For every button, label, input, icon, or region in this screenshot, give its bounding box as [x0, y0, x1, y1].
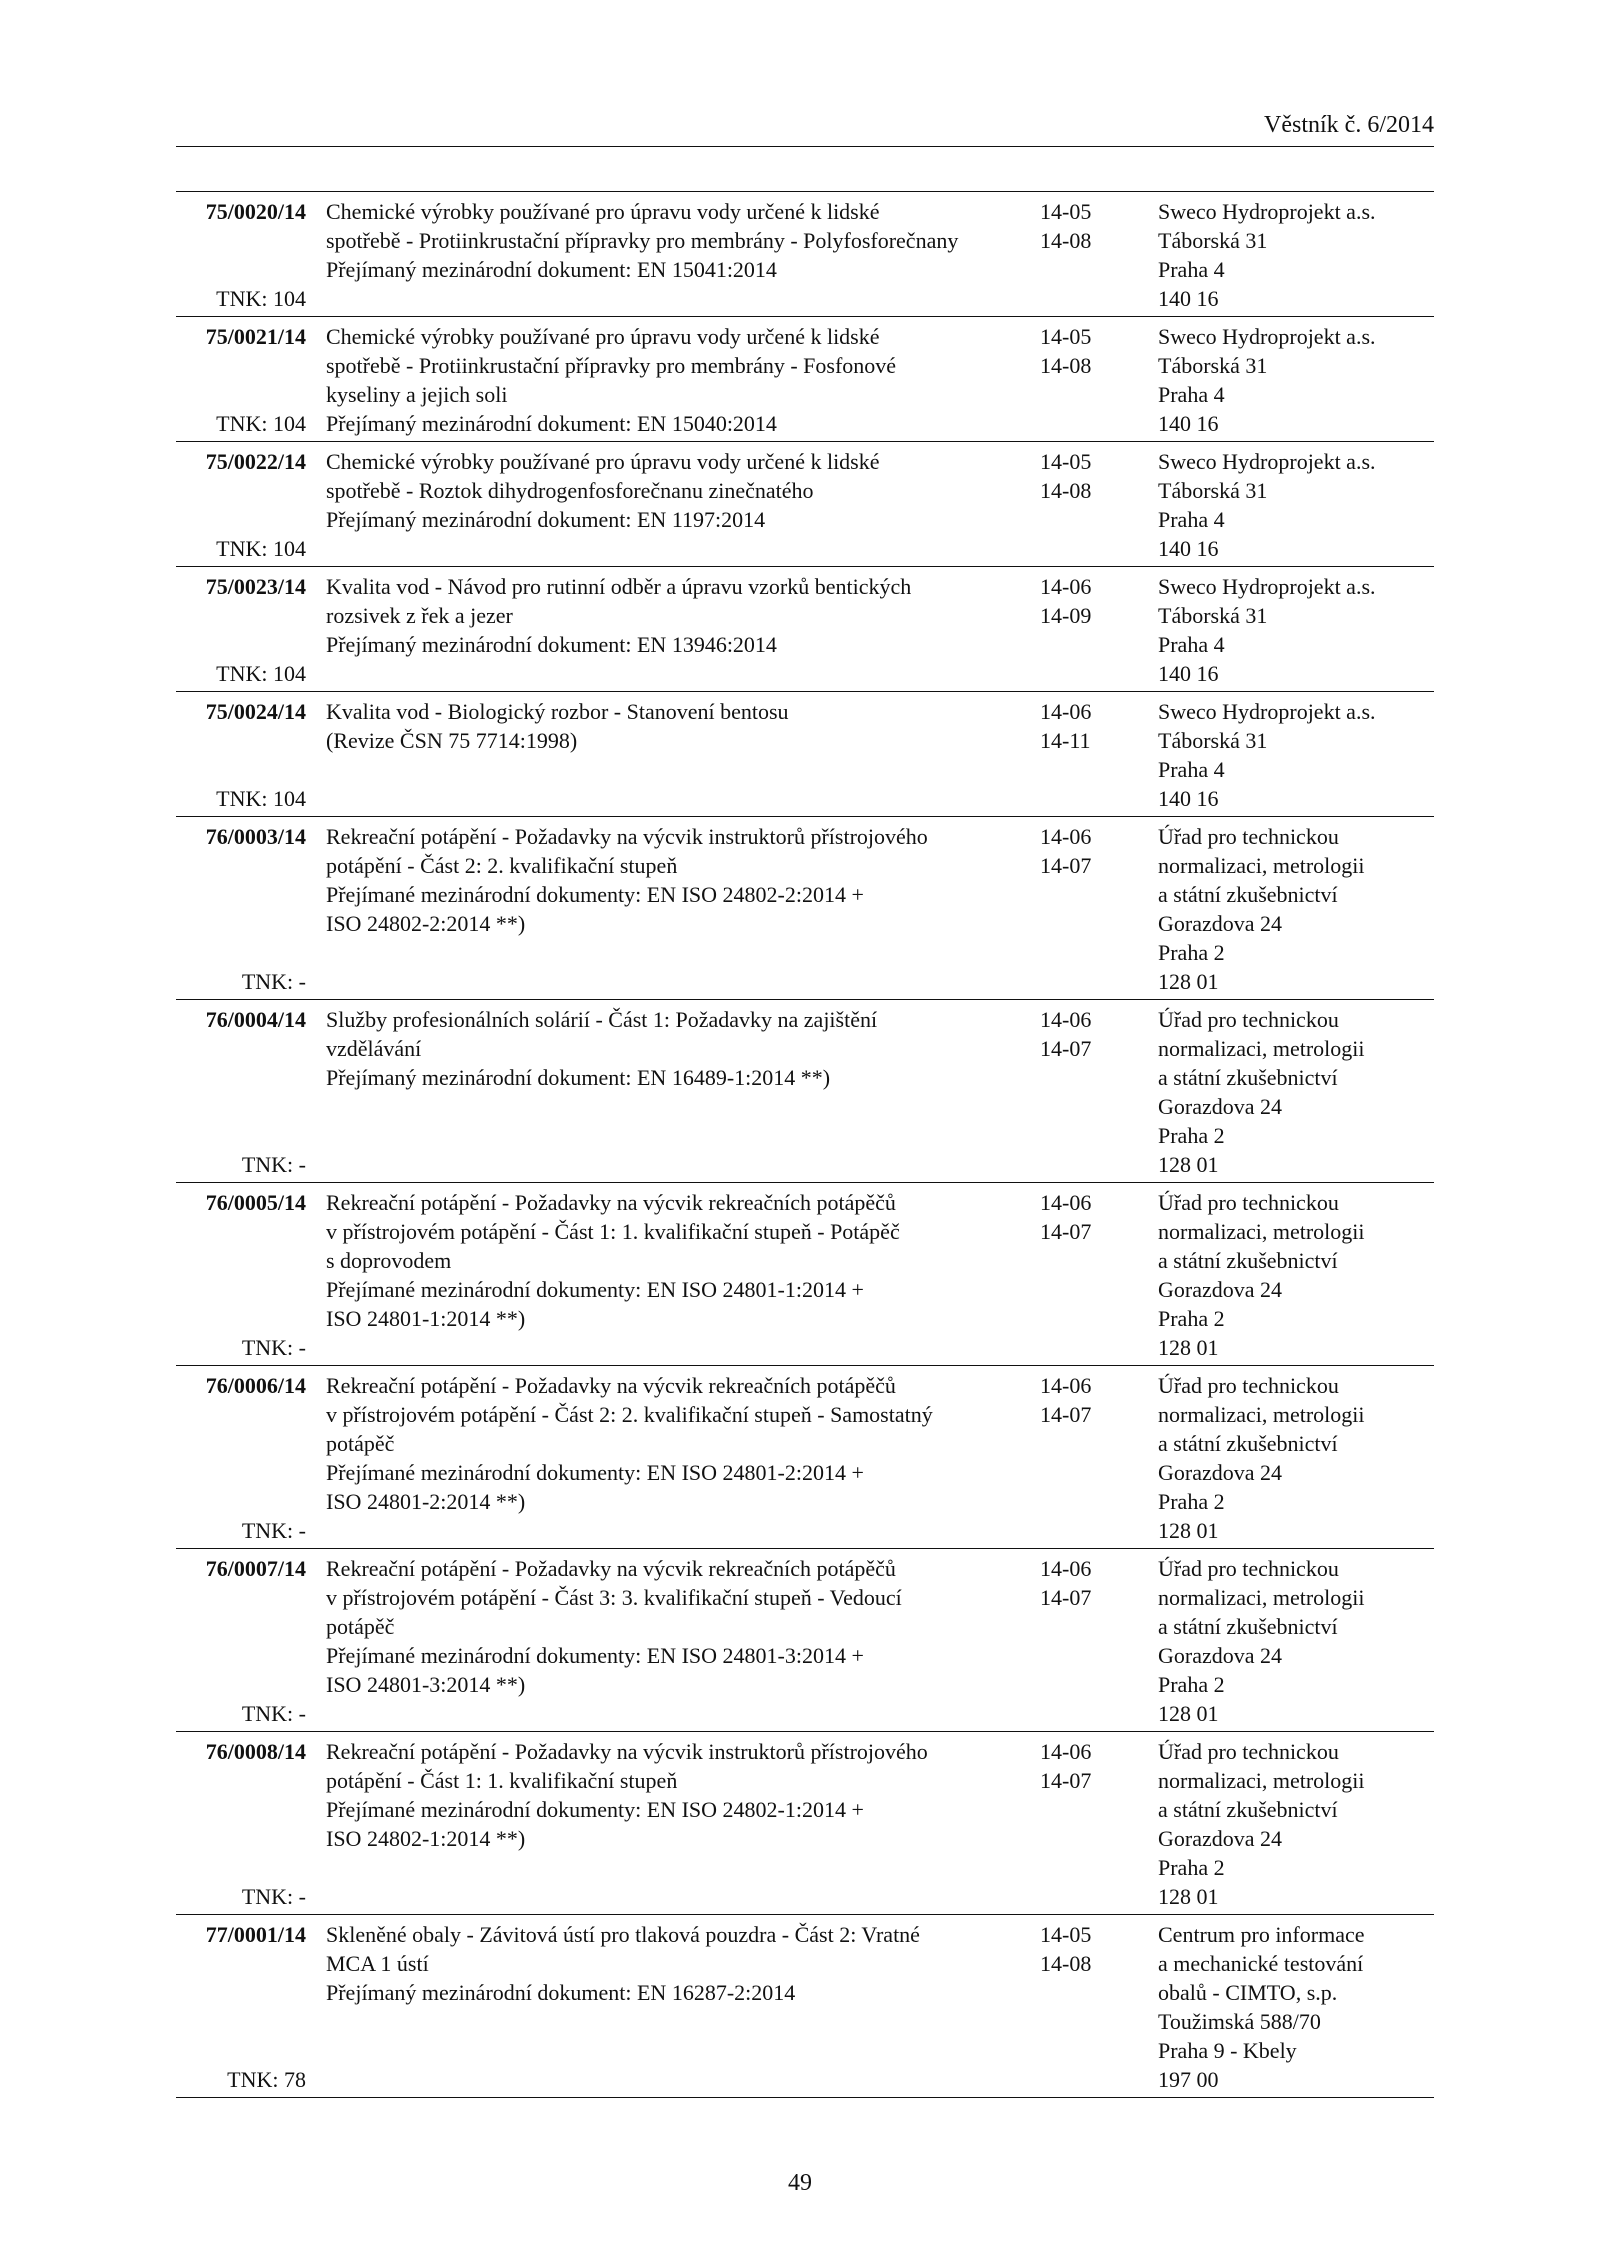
- standard-title-cell: [310, 197, 1032, 313]
- standard-number: 76/0008/14: [205, 1739, 306, 1764]
- title-line: spotřebě - Protiinkrustační přípravky pro membrány - Polyfosforečnany: [326, 228, 959, 253]
- standard-title-cell: [310, 822, 1032, 996]
- processor-address-cell: [1158, 1554, 1434, 1728]
- date-code: 14-06: [1040, 1739, 1092, 1764]
- processor-address-cell: [1158, 1737, 1434, 1911]
- processor-address-cell: [1158, 447, 1434, 563]
- tnk-label: TNK: 104: [216, 286, 306, 311]
- address-line: Gorazdova 24: [1158, 1277, 1283, 1302]
- standard-number: 76/0003/14: [205, 824, 306, 849]
- address-line: Úřad pro technickou: [1158, 1190, 1339, 1215]
- title-line: Přejímaný mezinárodní dokument: EN 13946:2014: [326, 632, 777, 657]
- standard-title-cell: [310, 697, 1032, 813]
- title-line: v přístrojovém potápění - Část 3: 3. kvalifikační stupeň - Vedoucí: [326, 1585, 902, 1610]
- title-line: kyseliny a jejich soli: [326, 382, 508, 407]
- address-line: Úřad pro technickou: [1158, 1373, 1339, 1398]
- standard-number: 76/0006/14: [205, 1373, 306, 1398]
- standard-number: 76/0005/14: [205, 1190, 306, 1215]
- tnk-label: TNK: -: [241, 969, 306, 994]
- address-line: Sweco Hydroprojekt a.s.: [1158, 324, 1376, 349]
- address-line: Táborská 31: [1158, 228, 1268, 253]
- table-row: [176, 1000, 1434, 1183]
- address-line: Táborská 31: [1158, 728, 1268, 753]
- title-line: Přejímaný mezinárodní dokument: EN 15041:2014: [326, 257, 777, 282]
- address-line: Táborská 31: [1158, 353, 1268, 378]
- address-line: 128 01: [1158, 1701, 1219, 1726]
- date-code: 14-06: [1040, 1007, 1092, 1032]
- standard-title-cell: [310, 1554, 1032, 1728]
- address-line: Praha 4: [1158, 757, 1225, 782]
- address-line: Táborská 31: [1158, 603, 1268, 628]
- dates-cell: [1032, 1737, 1158, 1911]
- title-line: potápěč: [326, 1431, 395, 1456]
- standard-id-cell: [176, 1554, 310, 1728]
- address-line: 140 16: [1158, 536, 1219, 561]
- address-line: a mechanické testování: [1158, 1951, 1364, 1976]
- processor-address-cell: [1158, 822, 1434, 996]
- dates-cell: [1032, 572, 1158, 688]
- title-line: potápěč: [326, 1614, 395, 1639]
- address-line: Praha 2: [1158, 1855, 1225, 1880]
- address-line: 197 00: [1158, 2067, 1219, 2092]
- address-line: Praha 2: [1158, 1672, 1225, 1697]
- tnk-label: TNK: -: [241, 1152, 306, 1177]
- address-line: normalizaci, metrologii: [1158, 1585, 1365, 1610]
- dates-cell: [1032, 1554, 1158, 1728]
- address-line: Toužimská 588/70: [1158, 2009, 1321, 2034]
- table-row: [176, 1183, 1434, 1366]
- address-line: a státní zkušebnictví: [1158, 1248, 1338, 1273]
- address-line: Praha 4: [1158, 507, 1225, 532]
- title-line: Přejímané mezinárodní dokumenty: EN ISO 24801-2:2014 +: [326, 1460, 864, 1485]
- title-line: (Revize ČSN 75 7714:1998): [326, 728, 578, 753]
- date-code: 14-05: [1040, 199, 1092, 224]
- title-line: Přejímaný mezinárodní dokument: EN 1197:2014: [326, 507, 766, 532]
- address-line: Sweco Hydroprojekt a.s.: [1158, 574, 1376, 599]
- address-line: Sweco Hydroprojekt a.s.: [1158, 199, 1376, 224]
- address-line: 140 16: [1158, 661, 1219, 686]
- address-line: Praha 2: [1158, 940, 1225, 965]
- title-line: Kvalita vod - Biologický rozbor - Stanovení bentosu: [326, 699, 789, 724]
- date-code: 14-06: [1040, 1190, 1092, 1215]
- address-line: Gorazdova 24: [1158, 1094, 1283, 1119]
- address-line: Praha 4: [1158, 382, 1225, 407]
- title-line: rozsivek z řek a jezer: [326, 603, 513, 628]
- title-line: Rekreační potápění - Požadavky na výcvik rekreačních potápěčů: [326, 1373, 896, 1398]
- standard-title-cell: [310, 1920, 1032, 2094]
- date-code: 14-06: [1040, 699, 1092, 724]
- tnk-label: TNK: 104: [216, 411, 306, 436]
- address-line: 128 01: [1158, 1152, 1219, 1177]
- dates-cell: [1032, 197, 1158, 313]
- title-line: Přejímaný mezinárodní dokument: EN 16489-1:2014 **): [326, 1065, 831, 1090]
- title-line: ISO 24801-3:2014 **): [326, 1672, 526, 1697]
- title-line: potápění - Část 2: 2. kvalifikační stupeň: [326, 853, 678, 878]
- dates-cell: [1032, 1005, 1158, 1179]
- title-line: Přejímané mezinárodní dokumenty: EN ISO 24801-3:2014 +: [326, 1643, 864, 1668]
- address-line: normalizaci, metrologii: [1158, 1402, 1365, 1427]
- standard-number: 75/0021/14: [205, 324, 306, 349]
- address-line: Praha 4: [1158, 257, 1225, 282]
- address-line: 140 16: [1158, 286, 1219, 311]
- title-line: ISO 24802-1:2014 **): [326, 1826, 526, 1851]
- address-line: 140 16: [1158, 411, 1219, 436]
- address-line: a státní zkušebnictví: [1158, 1797, 1338, 1822]
- table-row: [176, 192, 1434, 317]
- date-code: 14-06: [1040, 1556, 1092, 1581]
- dates-cell: [1032, 447, 1158, 563]
- dates-cell: [1032, 822, 1158, 996]
- title-line: v přístrojovém potápění - Část 2: 2. kvalifikační stupeň - Samostatný: [326, 1402, 933, 1427]
- title-line: Přejímaný mezinárodní dokument: EN 15040:2014: [326, 411, 777, 436]
- dates-cell: [1032, 697, 1158, 813]
- address-line: Gorazdova 24: [1158, 1643, 1283, 1668]
- processor-address-cell: [1158, 572, 1434, 688]
- standard-title-cell: [310, 1188, 1032, 1362]
- date-code: 14-07: [1040, 853, 1092, 878]
- tnk-label: TNK: -: [241, 1884, 306, 1909]
- date-code: 14-07: [1040, 1219, 1092, 1244]
- date-code: 14-08: [1040, 1951, 1092, 1976]
- title-line: Rekreační potápění - Požadavky na výcvik rekreačních potápěčů: [326, 1190, 896, 1215]
- address-line: a státní zkušebnictví: [1158, 882, 1338, 907]
- title-line: Chemické výrobky používané pro úpravu vody určené k lidské: [326, 449, 880, 474]
- standard-id-cell: [176, 1920, 310, 2094]
- processor-address-cell: [1158, 1005, 1434, 1179]
- page-header: [176, 112, 1434, 147]
- address-line: 140 16: [1158, 786, 1219, 811]
- date-code: 14-05: [1040, 449, 1092, 474]
- address-line: Táborská 31: [1158, 478, 1268, 503]
- address-line: Praha 2: [1158, 1489, 1225, 1514]
- table-row: [176, 692, 1434, 817]
- title-line: vzdělávání: [326, 1036, 422, 1061]
- address-line: Gorazdova 24: [1158, 911, 1283, 936]
- title-line: Skleněné obaly - Závitová ústí pro tlaková pouzdra - Část 2: Vratné: [326, 1922, 920, 1947]
- standard-id-cell: [176, 1371, 310, 1545]
- dates-cell: [1032, 1920, 1158, 2094]
- address-line: Sweco Hydroprojekt a.s.: [1158, 699, 1376, 724]
- address-line: Úřad pro technickou: [1158, 1739, 1339, 1764]
- page-number: 49: [788, 2170, 812, 2196]
- address-line: 128 01: [1158, 1884, 1219, 1909]
- table-row: [176, 567, 1434, 692]
- date-code: 14-07: [1040, 1402, 1092, 1427]
- title-line: ISO 24802-2:2014 **): [326, 911, 526, 936]
- tnk-label: TNK: 104: [216, 661, 306, 686]
- title-line: Kvalita vod - Návod pro rutinní odběr a úpravu vzorků bentických: [326, 574, 912, 599]
- standard-id-cell: [176, 322, 310, 438]
- address-line: normalizaci, metrologii: [1158, 853, 1365, 878]
- date-code: 14-06: [1040, 574, 1092, 599]
- standard-title-cell: [310, 1371, 1032, 1545]
- title-line: Chemické výrobky používané pro úpravu vody určené k lidské: [326, 324, 880, 349]
- address-line: Gorazdova 24: [1158, 1460, 1283, 1485]
- standard-id-cell: [176, 1188, 310, 1362]
- dates-cell: [1032, 322, 1158, 438]
- date-code: 14-07: [1040, 1036, 1092, 1061]
- date-code: 14-06: [1040, 1373, 1092, 1398]
- title-line: Rekreační potápění - Požadavky na výcvik instruktorů přístrojového: [326, 824, 928, 849]
- title-line: Chemické výrobky používané pro úpravu vody určené k lidské: [326, 199, 880, 224]
- date-code: 14-08: [1040, 228, 1092, 253]
- date-code: 14-05: [1040, 1922, 1092, 1947]
- address-line: 128 01: [1158, 1335, 1219, 1360]
- standard-title-cell: [310, 1737, 1032, 1911]
- processor-address-cell: [1158, 322, 1434, 438]
- address-line: normalizaci, metrologii: [1158, 1219, 1365, 1244]
- title-line: Rekreační potápění - Požadavky na výcvik rekreačních potápěčů: [326, 1556, 896, 1581]
- standard-id-cell: [176, 697, 310, 813]
- title-line: potápění - Část 1: 1. kvalifikační stupeň: [326, 1768, 678, 1793]
- table-row: [176, 1915, 1434, 2098]
- standard-title-cell: [310, 322, 1032, 438]
- address-line: Praha 2: [1158, 1306, 1225, 1331]
- title-line: Rekreační potápění - Požadavky na výcvik instruktorů přístrojového: [326, 1739, 928, 1764]
- processor-address-cell: [1158, 1371, 1434, 1545]
- processor-address-cell: [1158, 1920, 1434, 2094]
- standard-title-cell: [310, 447, 1032, 563]
- address-line: a státní zkušebnictví: [1158, 1431, 1338, 1456]
- address-line: obalů - CIMTO, s.p.: [1158, 1980, 1338, 2005]
- date-code: 14-11: [1040, 728, 1091, 753]
- title-line: s doprovodem: [326, 1248, 452, 1273]
- processor-address-cell: [1158, 697, 1434, 813]
- standard-id-cell: [176, 447, 310, 563]
- standard-number: 77/0001/14: [205, 1922, 306, 1947]
- standard-number: 75/0023/14: [205, 574, 306, 599]
- date-code: 14-09: [1040, 603, 1092, 628]
- standard-number: 75/0020/14: [205, 199, 306, 224]
- address-line: Praha 9 - Kbely: [1158, 2038, 1297, 2063]
- title-line: Přejímané mezinárodní dokumenty: EN ISO 24802-1:2014 +: [326, 1797, 864, 1822]
- address-line: 128 01: [1158, 1518, 1219, 1543]
- title-line: spotřebě - Protiinkrustační přípravky pro membrány - Fosfonové: [326, 353, 897, 378]
- date-code: 14-07: [1040, 1768, 1092, 1793]
- standard-number: 75/0022/14: [205, 449, 306, 474]
- date-code: 14-05: [1040, 324, 1092, 349]
- date-code: 14-07: [1040, 1585, 1092, 1610]
- standard-title-cell: [310, 1005, 1032, 1179]
- standard-id-cell: [176, 197, 310, 313]
- title-line: Služby profesionálních solárií - Část 1: Požadavky na zajištění: [326, 1007, 878, 1032]
- tnk-label: TNK: -: [241, 1335, 306, 1360]
- tnk-label: TNK: -: [241, 1701, 306, 1726]
- address-line: Úřad pro technickou: [1158, 1556, 1339, 1581]
- standard-id-cell: [176, 1737, 310, 1911]
- table-row: [176, 1732, 1434, 1915]
- address-line: Gorazdova 24: [1158, 1826, 1283, 1851]
- table-row: [176, 817, 1434, 1000]
- standards-table: [176, 191, 1434, 2098]
- table-row: [176, 1366, 1434, 1549]
- standard-id-cell: [176, 572, 310, 688]
- table-row: [176, 317, 1434, 442]
- address-line: Praha 2: [1158, 1123, 1225, 1148]
- address-line: Praha 4: [1158, 632, 1225, 657]
- title-line: v přístrojovém potápění - Část 1: 1. kvalifikační stupeň - Potápěč: [326, 1219, 900, 1244]
- table-row: [176, 442, 1434, 567]
- title-line: Přejímaný mezinárodní dokument: EN 16287-2:2014: [326, 1980, 796, 2005]
- bulletin-title: Věstník č. 6/2014: [1264, 112, 1434, 138]
- standard-title-cell: [310, 572, 1032, 688]
- standard-number: 75/0024/14: [205, 699, 306, 724]
- standard-number: 76/0007/14: [205, 1556, 306, 1581]
- tnk-label: TNK: 78: [227, 2067, 306, 2092]
- title-line: MCA 1 ústí: [326, 1951, 429, 1976]
- tnk-label: TNK: 104: [216, 536, 306, 561]
- date-code: 14-06: [1040, 824, 1092, 849]
- table-row: [176, 1549, 1434, 1732]
- standard-id-cell: [176, 822, 310, 996]
- title-line: ISO 24801-1:2014 **): [326, 1306, 526, 1331]
- address-line: a státní zkušebnictví: [1158, 1614, 1338, 1639]
- date-code: 14-08: [1040, 478, 1092, 503]
- address-line: Úřad pro technickou: [1158, 1007, 1339, 1032]
- title-line: Přejímané mezinárodní dokumenty: EN ISO 24802-2:2014 +: [326, 882, 864, 907]
- tnk-label: TNK: 104: [216, 786, 306, 811]
- address-line: normalizaci, metrologii: [1158, 1768, 1365, 1793]
- dates-cell: [1032, 1188, 1158, 1362]
- address-line: a státní zkušebnictví: [1158, 1065, 1338, 1090]
- address-line: Úřad pro technickou: [1158, 824, 1339, 849]
- standard-id-cell: [176, 1005, 310, 1179]
- title-line: Přejímané mezinárodní dokumenty: EN ISO 24801-1:2014 +: [326, 1277, 864, 1302]
- address-line: normalizaci, metrologii: [1158, 1036, 1365, 1061]
- date-code: 14-08: [1040, 353, 1092, 378]
- address-line: Sweco Hydroprojekt a.s.: [1158, 449, 1376, 474]
- tnk-label: TNK: -: [241, 1518, 306, 1543]
- standard-number: 76/0004/14: [205, 1007, 306, 1032]
- dates-cell: [1032, 1371, 1158, 1545]
- address-line: 128 01: [1158, 969, 1219, 994]
- address-line: Centrum pro informace: [1158, 1922, 1365, 1947]
- processor-address-cell: [1158, 1188, 1434, 1362]
- title-line: ISO 24801-2:2014 **): [326, 1489, 526, 1514]
- processor-address-cell: [1158, 197, 1434, 313]
- title-line: spotřebě - Roztok dihydrogenfosforečnanu zinečnatého: [326, 478, 814, 503]
